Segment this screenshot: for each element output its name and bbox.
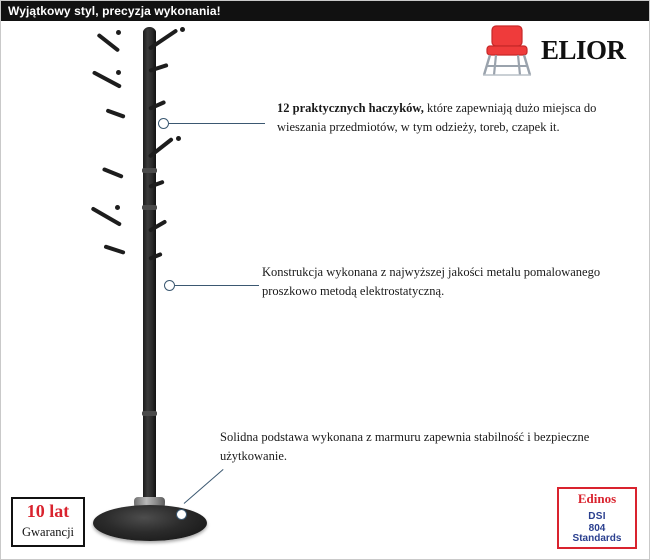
pole-joint-lower xyxy=(142,411,157,416)
standards-number: 804 xyxy=(588,523,606,534)
guarantee-years: 10 lat xyxy=(26,501,70,521)
standards-badge xyxy=(557,487,637,549)
hook-tip-icon xyxy=(116,70,121,75)
hook-tip-icon xyxy=(176,136,181,141)
callout-base xyxy=(220,428,590,466)
callout-hooks-lead: 12 praktycznych haczyków, xyxy=(277,101,424,115)
hook-tip-icon xyxy=(180,27,185,32)
pole-joint-middle xyxy=(142,205,157,210)
pole-joint-upper xyxy=(142,168,157,173)
callout-dot-construction xyxy=(164,280,175,291)
hook-tip-icon xyxy=(115,205,120,210)
standards-label: Standards xyxy=(572,533,622,544)
callout-hooks-rest: które zapewniają dużo miejsca do wieszania przedmiotów, w tym odzieży, toreb, czapek it. xyxy=(277,101,597,134)
hook-tip-icon xyxy=(116,30,121,35)
red-chair-icon xyxy=(481,25,537,77)
marble-base-icon xyxy=(93,505,207,541)
callout-construction-text: Konstrukcja wykonana z najwyższej jakości metalu pomalowanego proszkowo metodą elektrostatyczną. xyxy=(262,265,601,298)
standards-code: DSI xyxy=(588,511,606,522)
standards-brand: Edinos xyxy=(577,491,617,506)
hook-icon xyxy=(102,167,124,179)
banner-headline: Wyjątkowy styl, precyzja wykonania! xyxy=(8,4,221,18)
callout-leader-construction xyxy=(175,285,259,286)
pole xyxy=(143,29,156,517)
brand-name: ELIOR xyxy=(541,35,626,65)
hook-icon xyxy=(96,33,120,53)
callout-hooks xyxy=(277,99,637,137)
callout-leader-hooks xyxy=(169,123,265,124)
hook-icon xyxy=(103,244,125,255)
guarantee-badge xyxy=(11,497,85,547)
top-banner xyxy=(1,1,650,21)
guarantee-label: Gwarancji xyxy=(21,525,75,539)
callout-construction xyxy=(262,263,622,301)
callout-dot-hooks xyxy=(158,118,169,129)
brand-logo xyxy=(475,25,635,79)
callout-dot-base xyxy=(176,509,187,520)
hook-icon xyxy=(106,108,126,119)
callout-base-text: Solidna podstawa wykonana z marmuru zapewnia stabilność i bezpieczne użytkowanie. xyxy=(220,430,590,463)
